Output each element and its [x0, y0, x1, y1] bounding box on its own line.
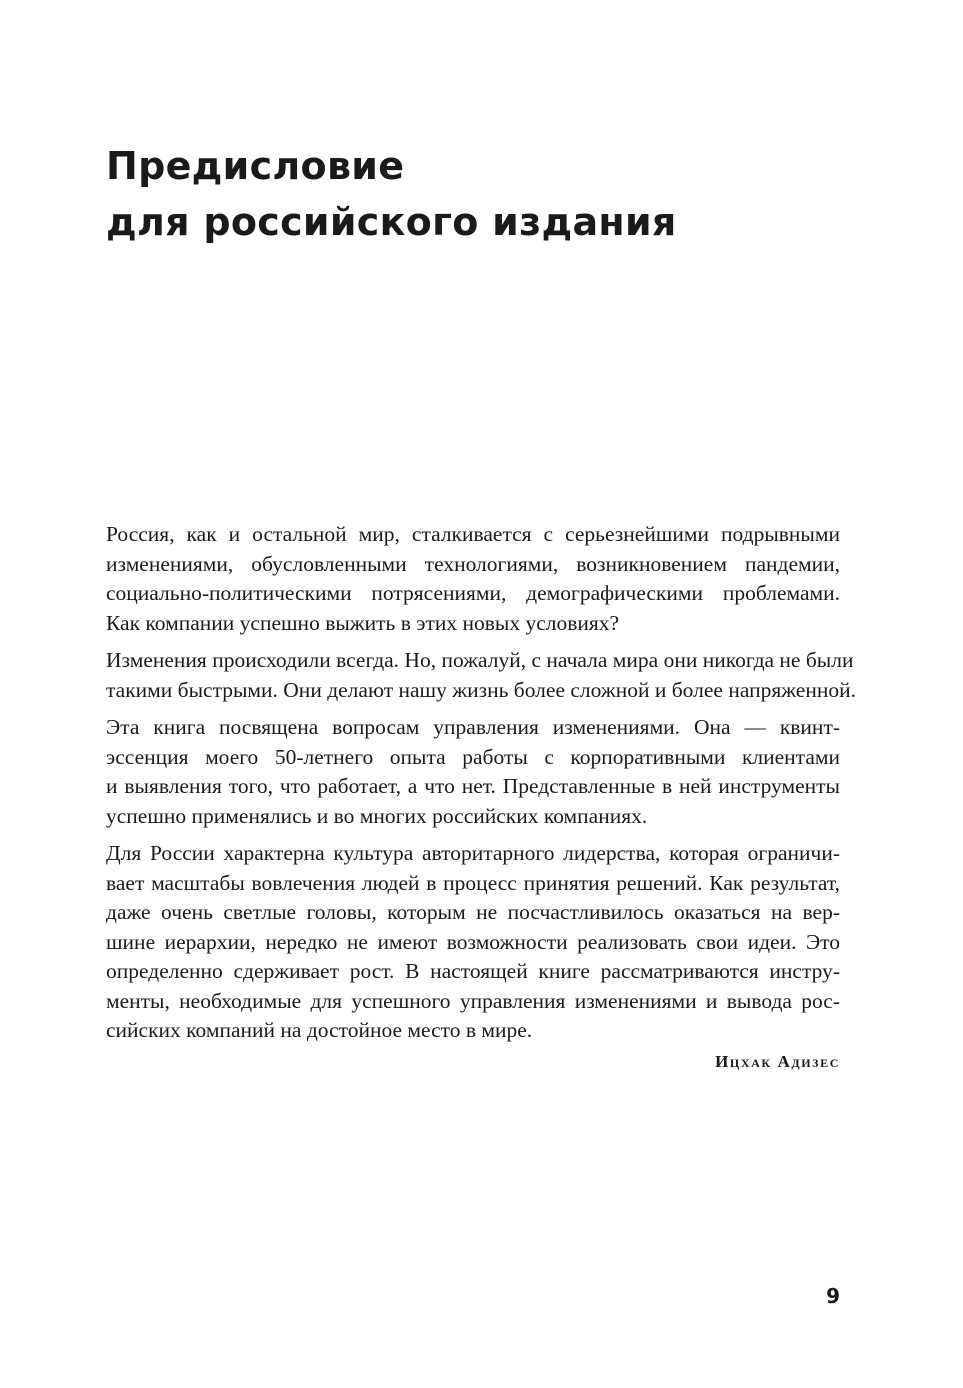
paragraph-1 [106, 520, 840, 638]
title-line-1: Предисловие [106, 144, 405, 188]
text-line: даже очень светлые головы, которым не посчастливилось оказаться на вер- [106, 900, 840, 924]
paragraph-2 [106, 646, 856, 705]
text-line: такими быстрыми. Они делают нашу жизнь более сложной и более напряженной. [106, 677, 856, 702]
text-line: и выявления того, что работает, а что нет. Представленные в ней инструменты [106, 774, 840, 798]
text-line: изменениями, обусловленными технологиями, возникновением пандемии, [106, 551, 840, 576]
text-line: Изменения происходили всегда. Но, пожалуй, с начала мира они никогда не были [106, 648, 854, 672]
text-line: шине иерархии, нередко не имеют возможности реализовать свои идеи. Это [106, 929, 840, 954]
text-line: социально-политическими потрясениями, демографическими проблемами. [106, 581, 840, 605]
paragraph-4 [106, 839, 840, 1046]
text-line: определенно сдерживает рост. В настоящей книге рассматриваются инстру- [106, 959, 840, 983]
text-line: вает масштабы вовлечения людей в процесс принятия решений. Как результат, [106, 870, 840, 895]
body-text [106, 520, 856, 1054]
text-line: Как компании успешно выжить в этих новых условиях? [106, 610, 620, 635]
text-line: успешно применялись и во многих российских компаниях. [106, 803, 648, 828]
text-line: сийских компаний на достойное место в мире. [106, 1018, 533, 1042]
text-line: Россия, как и остальной мир, сталкивается с серьезнейшими подрывными [106, 522, 840, 546]
page-title [106, 138, 677, 250]
text-line: Эта книга посвящена вопросам управления изменениями. Она — квинт- [106, 715, 840, 739]
page-number: 9 [826, 1284, 840, 1308]
paragraph-3 [106, 713, 840, 831]
title-line-2: для российского издания [106, 200, 677, 244]
text-line: Для России характерна культура авторитарного лидерства, которая ограничи- [106, 841, 840, 865]
text-line: менты, необходимые для успешного управления изменениями и вывода рос- [106, 988, 840, 1013]
text-line: эссенция моего 50-летнего опыта работы с корпоративными клиентами [106, 744, 840, 769]
author-signature: Ицхак Адизес [715, 1052, 840, 1071]
